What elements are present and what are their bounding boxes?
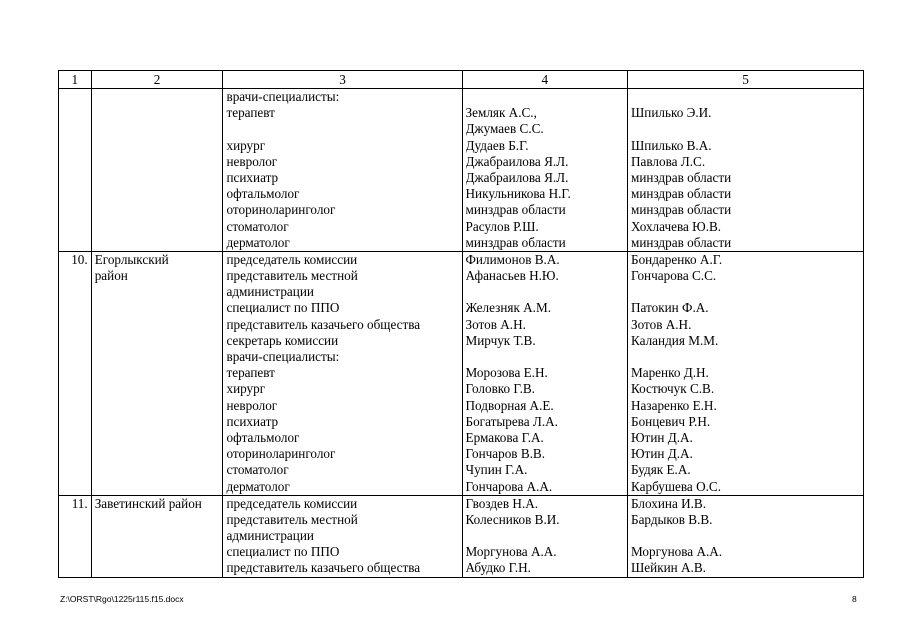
member-cell-line: Гончарова А.А. bbox=[465, 478, 553, 494]
reserve-member-cell-line: Зотов А.Н. bbox=[631, 316, 692, 332]
member-cell-line: Афанасьев Н.Ю. bbox=[465, 268, 559, 284]
header-cell-2: 2 bbox=[91, 71, 223, 89]
role-cell-line: представитель местной bbox=[226, 511, 358, 527]
reserve-member-cell-line: Бонцевич Р.Н. bbox=[631, 413, 711, 429]
district-cell-line: Егорлыкский bbox=[94, 251, 169, 267]
reserve-member-cell-line: Шейкин А.В. bbox=[631, 560, 706, 576]
role-cell-line: специалист по ППО bbox=[226, 300, 340, 316]
district-cell bbox=[91, 89, 223, 252]
member-cell-line: Подворная А.Е. bbox=[465, 397, 554, 413]
role-cell bbox=[223, 89, 462, 252]
role-cell-line: невролог bbox=[226, 153, 278, 169]
role-cell-line: администрации bbox=[226, 284, 314, 300]
reserve-member-cell-line: Шпилько В.А. bbox=[631, 137, 712, 153]
reserve-member-cell-line bbox=[631, 89, 860, 105]
role-cell-line: хирург bbox=[226, 381, 266, 397]
reserve-member-cell-line: Павлова Л.С. bbox=[631, 153, 706, 169]
district-cell-line: район bbox=[94, 268, 128, 284]
member-cell-line: Джабраилова Я.Л. bbox=[465, 153, 569, 169]
role-cell-line: офтальмолог bbox=[226, 429, 300, 445]
member-cell bbox=[462, 495, 627, 577]
member-cell-line: Джумаев С.С. bbox=[465, 121, 544, 137]
role-cell-line: терапевт bbox=[226, 365, 275, 381]
role-cell-line: представитель казачьего общества bbox=[226, 316, 421, 332]
reserve-member-cell-line: Блохина И.В. bbox=[631, 495, 707, 511]
member-cell-line: Филимонов В.А. bbox=[465, 251, 560, 267]
role-cell-line: врачи-специалисты: bbox=[226, 349, 340, 364]
member-cell-line: Моргунова А.А. bbox=[465, 544, 557, 560]
role-cell-line: администрации bbox=[226, 528, 314, 544]
role-cell-line: офтальмолог bbox=[226, 186, 300, 202]
role-cell-line: председатель комиссии bbox=[226, 495, 358, 511]
role-cell-line: специалист по ППО bbox=[226, 544, 340, 560]
header-cell-5: 5 bbox=[628, 71, 864, 89]
role-cell-line: председатель комиссии bbox=[226, 251, 358, 267]
member-cell-line bbox=[466, 89, 624, 105]
role-cell-line: стоматолог bbox=[226, 218, 289, 234]
reserve-member-cell bbox=[628, 89, 864, 252]
row-number-cell bbox=[59, 89, 92, 252]
district-cell-line: Заветинский район bbox=[94, 495, 202, 511]
role-cell bbox=[223, 495, 462, 577]
role-cell-line: дерматолог bbox=[226, 478, 290, 494]
member-cell-line: Железняк А.М. bbox=[465, 300, 551, 316]
commission-table bbox=[58, 70, 864, 578]
member-cell-line: минздрав области bbox=[465, 234, 566, 250]
reserve-member-cell-line: минздрав области bbox=[631, 186, 732, 202]
role-cell-line: секретарь комиссии bbox=[226, 332, 339, 348]
role-cell-line: терапевт bbox=[226, 105, 275, 121]
member-cell-line: Колесников В.И. bbox=[465, 511, 560, 527]
role-cell-line: невролог bbox=[226, 397, 278, 413]
header-cell-3: 3 bbox=[223, 71, 462, 89]
role-cell-line: хирург bbox=[226, 137, 266, 153]
reserve-member-cell-line: Назаренко Е.Н. bbox=[631, 397, 717, 413]
reserve-member-cell-line: Костючук С.В. bbox=[631, 381, 715, 397]
member-cell-line: Джабраилова Я.Л. bbox=[465, 169, 569, 185]
member-cell-line: Никульникова Н.Г. bbox=[465, 186, 571, 202]
reserve-member-cell-line: минздрав области bbox=[631, 234, 732, 250]
member-cell-line: минздрав области bbox=[465, 202, 566, 218]
table-row bbox=[59, 89, 864, 252]
role-cell-line: врачи-специалисты: bbox=[226, 89, 340, 104]
reserve-member-cell-line: Шпилько Э.И. bbox=[631, 105, 712, 121]
row-number-cell: 10. bbox=[59, 251, 92, 495]
role-cell-line: психиатр bbox=[226, 413, 279, 429]
reserve-member-cell-line bbox=[631, 284, 860, 300]
table-header-row bbox=[59, 71, 864, 89]
reserve-member-cell-line bbox=[631, 528, 860, 544]
role-cell-line: дерматолог bbox=[226, 234, 290, 250]
reserve-member-cell-line: минздрав области bbox=[631, 202, 732, 218]
role-cell-line: оториноларинголог bbox=[226, 202, 336, 218]
member-cell-line: Земляк А.С., bbox=[465, 105, 537, 121]
reserve-member-cell-line bbox=[631, 349, 860, 365]
reserve-member-cell-line: Маренко Д.Н. bbox=[631, 365, 709, 381]
reserve-member-cell-line: Будяк Е.А. bbox=[631, 462, 691, 478]
table-row bbox=[59, 495, 864, 577]
reserve-member-cell-line: Бондаренко А.Г. bbox=[631, 251, 723, 267]
member-cell-line: Чупин Г.А. bbox=[465, 462, 528, 478]
row-number-cell: 11. bbox=[59, 495, 92, 577]
district-cell bbox=[91, 495, 223, 577]
reserve-member-cell-line bbox=[631, 121, 860, 137]
reserve-member-cell-line: Бардыков В.В. bbox=[631, 511, 713, 527]
reserve-member-cell bbox=[628, 251, 864, 495]
member-cell-line: Гвоздев Н.А. bbox=[465, 495, 539, 511]
member-cell-line: Богатырева Л.А. bbox=[465, 413, 558, 429]
role-cell-line: оториноларинголог bbox=[226, 446, 336, 462]
member-cell bbox=[462, 89, 627, 252]
member-cell-line: Морозова Е.Н. bbox=[465, 365, 548, 381]
member-cell-line: Головко Г.В. bbox=[465, 381, 535, 397]
member-cell-line: Дудаев Б.Г. bbox=[465, 137, 529, 153]
footer-file-path: Z:\ORST\Rgo\1225r115.f15.docx bbox=[60, 594, 184, 604]
reserve-member-cell-line: Хохлачева Ю.В. bbox=[631, 218, 722, 234]
reserve-member-cell-line: Гончарова С.С. bbox=[631, 268, 717, 284]
member-cell-line bbox=[466, 284, 624, 300]
member-cell-line: Ермакова Г.А. bbox=[465, 429, 544, 445]
reserve-member-cell bbox=[628, 495, 864, 577]
member-cell-line: Абудко Г.Н. bbox=[465, 560, 531, 576]
header-cell-4: 4 bbox=[462, 71, 627, 89]
district-cell-line bbox=[95, 89, 220, 105]
reserve-member-cell-line: Карбушева О.С. bbox=[631, 478, 721, 494]
reserve-member-cell-line: Моргунова А.А. bbox=[631, 544, 723, 560]
footer-page-number: 8 bbox=[852, 594, 857, 604]
member-cell-line bbox=[466, 349, 624, 365]
member-cell-line: Зотов А.Н. bbox=[465, 316, 526, 332]
role-cell-line bbox=[226, 121, 458, 137]
reserve-member-cell-line: Ютин Д.А. bbox=[631, 446, 693, 462]
table-row bbox=[59, 251, 864, 495]
role-cell-line: представитель местной bbox=[226, 268, 358, 284]
role-cell bbox=[223, 251, 462, 495]
reserve-member-cell-line: Ютин Д.А. bbox=[631, 429, 693, 445]
header-cell-1: 1 bbox=[59, 71, 92, 89]
reserve-member-cell-line: Каландия М.М. bbox=[631, 332, 719, 348]
district-cell bbox=[91, 251, 223, 495]
member-cell-line: Расулов Р.Ш. bbox=[465, 218, 539, 234]
reserve-member-cell-line: Патокин Ф.А. bbox=[631, 300, 709, 316]
role-cell-line: представитель казачьего общества bbox=[226, 560, 421, 576]
member-cell-line: Гончаров В.В. bbox=[465, 446, 546, 462]
member-cell-line bbox=[466, 528, 624, 544]
reserve-member-cell-line: минздрав области bbox=[631, 169, 732, 185]
role-cell-line: стоматолог bbox=[226, 462, 289, 478]
role-cell-line: психиатр bbox=[226, 169, 279, 185]
member-cell-line: Мирчук Т.В. bbox=[465, 332, 536, 348]
member-cell bbox=[462, 251, 627, 495]
